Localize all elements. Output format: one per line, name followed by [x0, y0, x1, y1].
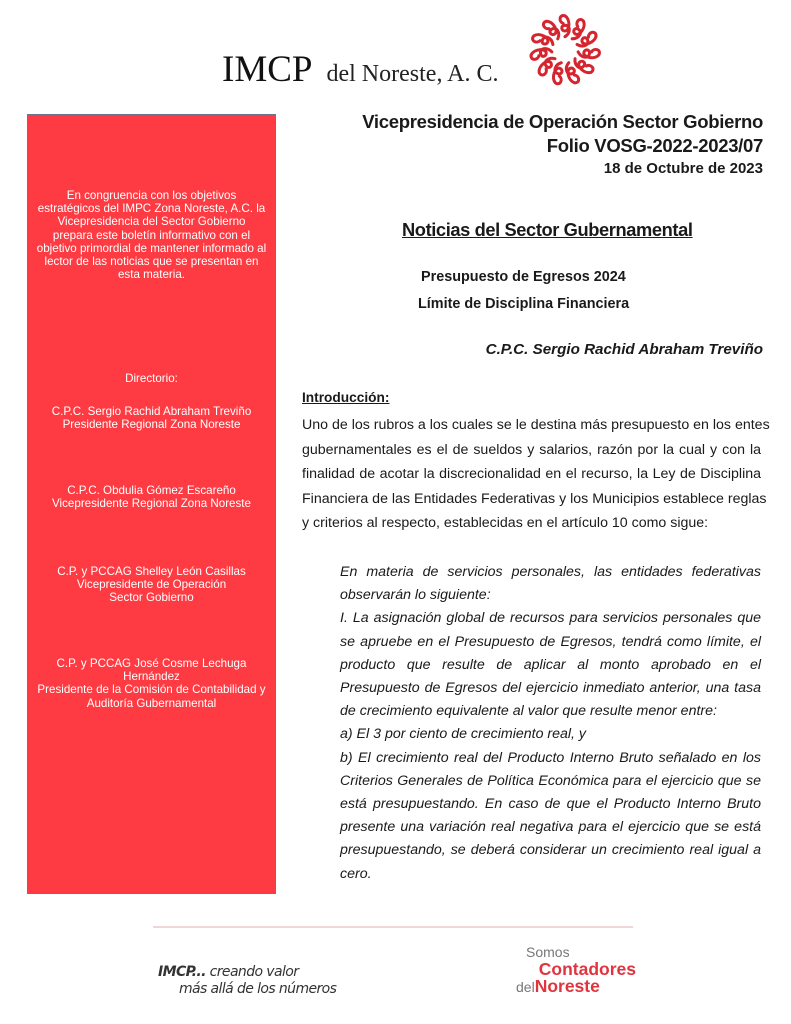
- article-subtitle: Límite de Disciplina Financiera: [418, 296, 630, 312]
- paragraph-line: Uno de los rubros a los cuales se le destina más presupuesto en los entes: [302, 417, 770, 433]
- quote-line: de crecimiento equivalente al valor que resulte menor entre:: [340, 703, 717, 720]
- sidebar-intro: [28, 189, 275, 281]
- brand-contadores: Contadores: [538, 959, 636, 979]
- quote-line: cero.: [340, 865, 372, 882]
- quote-line: presente una variación real negativa para el ejercicio que se está: [340, 819, 761, 836]
- somos-contadores-logo: [516, 944, 636, 996]
- brand-del: del: [516, 979, 535, 995]
- quote-line: se apruebe en el Presupuesto de Egresos, tendrá como límite, el: [340, 633, 761, 650]
- quote-line: producto que resulte de aplicar al monto aprobado en el: [340, 656, 761, 673]
- directory-entry: [28, 657, 275, 710]
- ribbon-petal: [551, 62, 566, 85]
- footer-slogan: [158, 964, 336, 998]
- quote-line: observarán lo siguiente:: [340, 587, 491, 604]
- law-quote: [340, 561, 761, 886]
- directorio-heading: Directorio:: [125, 372, 178, 385]
- person-role: Presidente Regional Zona Noreste: [62, 418, 241, 432]
- document-date: 18 de Octubre de 2023: [603, 160, 763, 177]
- sidebar-intro-line: lector de las noticias que se presentan en: [44, 255, 259, 269]
- logo-subtitle: del Noreste, A. C.: [326, 61, 499, 87]
- sidebar-intro-line: esta materia.: [117, 268, 185, 282]
- directory-entry: [28, 565, 275, 605]
- quote-line: I. La asignación global de recursos para servicios personales que: [340, 610, 761, 627]
- sidebar-intro-line: objetivo primordial de mantener informado al: [36, 241, 267, 255]
- brand-noreste: Noreste: [534, 976, 600, 996]
- paragraph-line: Financiera de las Entidades Federativas y los Municipios establece reglas: [302, 490, 767, 507]
- quote-line: a) El 3 por ciento de crecimiento real, y: [340, 726, 587, 743]
- folio-number: Folio VOSG-2022-2023/07: [546, 135, 763, 156]
- logo-imcp-text: IMCP: [222, 49, 313, 90]
- sidebar-intro-line: estratégicos del IMPC Zona Noreste, A.C. la: [37, 202, 266, 216]
- introduction-heading: Introducción:: [302, 390, 390, 405]
- directory-entry: [28, 405, 275, 431]
- ribbon-petal: [578, 47, 600, 59]
- article-author: C.P.C. Sergio Rachid Abraham Treviño: [485, 341, 763, 358]
- document-header: [362, 110, 763, 180]
- person-name: Hernández: [123, 670, 180, 684]
- sidebar-panel: [27, 114, 276, 894]
- slogan-line-1: creando valor: [205, 964, 299, 980]
- introduction-paragraph: [302, 413, 770, 536]
- person-name: C.P. y PCCAG Shelley León Casillas: [57, 565, 246, 578]
- quote-line: está presupuestando. En caso de que el Producto Interno Bruto: [340, 796, 761, 813]
- person-name: C.P.C. Obdulia Gómez Escareño: [67, 484, 236, 497]
- quote-line: presupuestando, se deberá considerar un crecimiento real igual a: [340, 842, 761, 859]
- imcp-logo: [222, 38, 498, 88]
- directory-entry: [28, 484, 275, 510]
- sidebar-intro-line: prepara este boletín informativo con el: [52, 228, 251, 242]
- article-subtitle: Presupuesto de Egresos 2024: [421, 269, 626, 285]
- section-title: Noticias del Sector Gubernamental: [402, 219, 693, 240]
- person-name: C.P.C. Sergio Rachid Abraham Treviño: [51, 405, 252, 418]
- paragraph-line: finalidad de acotar la discrecionalidad en el recurso, la Ley de Disciplina: [302, 466, 761, 483]
- vicepresidencia-title: Vicepresidencia de Operación Sector Gobierno: [362, 111, 763, 132]
- footer-divider: [153, 926, 633, 928]
- quote-line: b) El crecimiento real del Producto Interno Bruto señalado en los: [340, 749, 761, 766]
- sidebar-intro-line: Vicepresidencia del Sector Gobierno: [57, 215, 246, 229]
- quote-line: Presupuesto de Egresos del ejercicio inmediato anterior, una tasa: [340, 680, 761, 697]
- slogan-brand: IMCP...: [158, 964, 206, 980]
- quote-line: Criterios Generales de Política Económica para el ejercicio que se: [340, 772, 761, 789]
- person-role: Vicepresidente Regional Zona Noreste: [52, 497, 251, 511]
- paragraph-line: y criterios al respecto, establecidas en el artículo 10 como sigue:: [302, 515, 709, 532]
- person-name: C.P. y PCCAG José Cosme Lechuga: [56, 657, 247, 670]
- slogan-line-2: más allá de los números: [179, 981, 337, 997]
- paragraph-line: gubernamentales es el de sueldos y salarios, razón por la cual y con la: [302, 441, 761, 458]
- person-role: Presidente de la Comisión de Contabilidad y: [37, 683, 266, 697]
- brand-somos: Somos: [526, 944, 570, 960]
- person-role: Sector Gobierno: [109, 591, 194, 605]
- person-role: Auditoría Gubernamental: [86, 696, 217, 710]
- person-role: Vicepresidente de Operación: [76, 578, 227, 592]
- red-ribbon-sunburst-icon: [524, 10, 606, 90]
- ribbon-petal: [560, 15, 569, 36]
- quote-line: En materia de servicios personales, las entidades federativas: [340, 564, 761, 580]
- sidebar-intro-line: En congruencia con los objetivos: [66, 189, 237, 202]
